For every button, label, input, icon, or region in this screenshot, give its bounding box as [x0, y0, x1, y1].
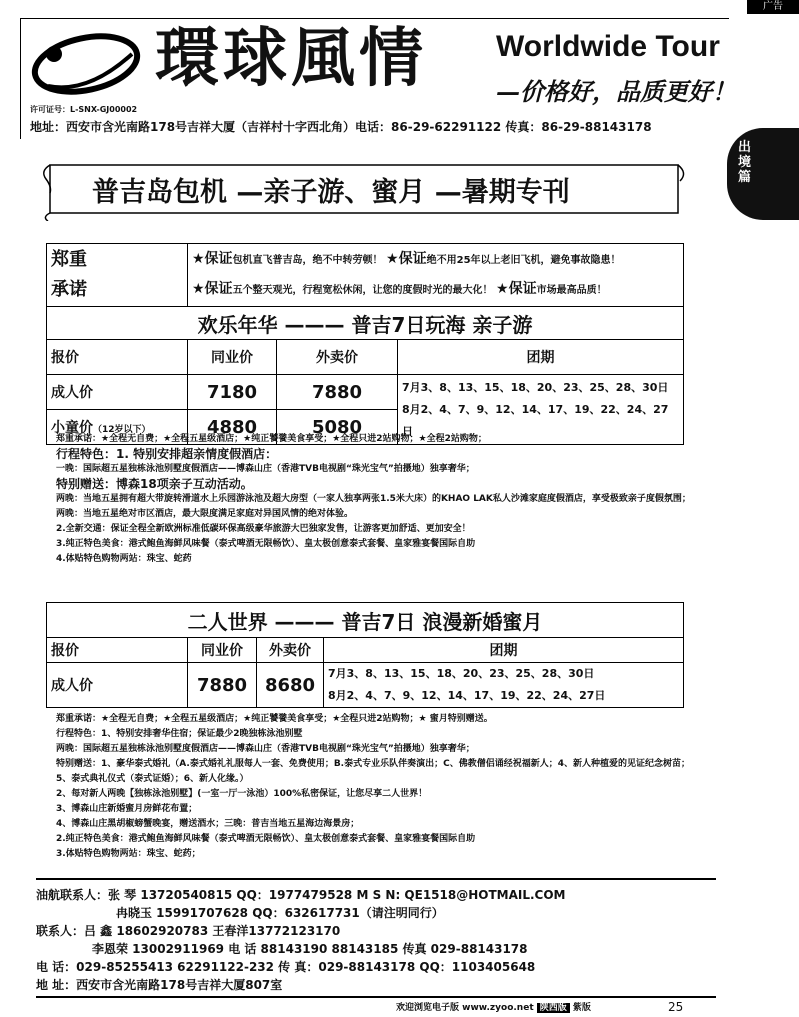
pkg2-dates — [324, 663, 684, 708]
pkg1-note-8: 3.纯正特色美食：港式鲍鱼海鲜风味餐（泰式啤酒无限畅饮）、皇太极创意泰式套餐、皇家雅宴餐国际自助 — [56, 539, 476, 549]
pkg1-child-label: 小童价 — [51, 420, 93, 436]
pkg1-col-dates: 团期 — [398, 340, 684, 375]
pkg2-note-9: 3.体贴特色购物两站：珠宝、蛇药； — [56, 849, 201, 859]
contact-line-4: 李恩荣 13002911969 电 话 88143190 88143185 传真 029-88143178 — [92, 942, 528, 956]
package-1-title: 欢乐年华 ——— 普吉7日玩海 亲子游 — [47, 307, 684, 340]
contact-line-2: 冉晓玉 15991707628 QQ：632617731（请注明同行） — [116, 906, 444, 920]
pkg1-note-2: 行程特色：1. 特别安排超亲情度假酒店： — [56, 447, 278, 461]
pkg2-note-7: 4、博森山庄黑胡椒螃蟹晚宴，赠送酒水；三晚：普吉当地五星海边海景房； — [56, 819, 360, 829]
pkg1-note-6: 两晚：当地五星绝对市区酒店，最大限度满足家庭对异国风情的绝对体验。 — [56, 509, 354, 519]
pkg1-child-retail: 5080 — [277, 410, 398, 445]
promise-text-2b: 五个整天观光，行程宽松休闲，让您的度假时光的最大化！ — [232, 285, 493, 296]
contact-line-1: 油航联系人：张 琴 13720540815 QQ：1977479528 M S N: QE1518@HOTMAIL.COM — [36, 888, 566, 902]
header-address: 地址：西安市含光南路178号吉祥大厦（吉祥村十字西北角）电话：86-29-62291122 传真：86-29-88143178 — [30, 120, 652, 134]
promise-text-2d: 市场最高品质！ — [536, 285, 607, 296]
pkg1-note-3: 一晚：国际超五星独栋泳池别墅度假酒店——博森山庄（香港TVB电视剧“珠光宝气”拍摄地）独享奢华； — [56, 464, 475, 474]
pkg2-note-1: 郑重承诺：★全程无自费；★全程五星级酒店；★纯正饕餮美食享受；★全程只进2站购物；★ 蜜月特别赠送。 — [56, 714, 493, 724]
footer-edition: 紫版 — [572, 1003, 591, 1013]
footer-site: 欢迎浏览电子版 www.zyoo.net — [396, 1003, 534, 1013]
pkg1-col-retail: 外卖价 — [277, 340, 398, 375]
pricing-table — [46, 243, 684, 445]
globe-logo-icon — [28, 24, 148, 100]
pkg1-adult-trade: 7180 — [188, 375, 277, 410]
side-tab-label: 出境篇 — [738, 140, 752, 185]
footer-region: 陕西版 — [537, 1003, 570, 1013]
pkg1-note-5: 两晚：当地五星拥有超大带旋转滑道水上乐园游泳池及超大房型（一家人独享两张1.5米大床）的KHAO LAK私人沙滩家庭度假酒店，享受极致亲子度假氛围； — [56, 494, 691, 504]
promise-mark-2c: ★保证 — [496, 281, 537, 297]
contacts-top-rule — [36, 878, 716, 880]
pkg2-adult-retail: 8680 — [257, 663, 324, 708]
promise-label-2: 承诺 — [51, 279, 87, 300]
pkg2-col-price: 报价 — [47, 638, 188, 663]
contacts-block — [36, 886, 566, 994]
promise-label — [47, 244, 188, 307]
pkg1-note-7: 2.全新交通：保证全程全新欧洲标准低碳环保高级豪华旅游大巴独家发售，让游客更加舒适、更加安全！ — [56, 524, 471, 534]
pkg1-note-1: 郑重承诺：★全程无自费；★全程五星级酒店；★纯正饕餮美食享受；★全程只进2站购物；★全程2站购物； — [56, 434, 487, 444]
pkg2-dates-jul: 7月3、8、13、15、18、20、23、25、28、30日 — [328, 667, 595, 680]
page-title: 普吉岛包机 —亲子游、蜜月 —暑期专刊 — [92, 177, 570, 208]
brand-slogan: —价格好，品质更好！ — [496, 77, 736, 106]
pkg2-note-2: 行程特色：1、特别安排奢华住宿；保证最少2晚独栋泳池别墅 — [56, 729, 303, 739]
promise-mark-2a: ★保证 — [192, 281, 233, 297]
pkg2-note-5: 2、每对新人两晚【独栋泳池别墅】(一室一厅一泳池）100%私密保证，让您尽享二人世界！ — [56, 789, 428, 799]
promise-text — [188, 244, 684, 307]
pkg1-col-price: 报价 — [47, 340, 188, 375]
brand-name: 環球風情 — [155, 21, 427, 96]
pkg2-note-6: 3、博森山庄新婚蜜月房鲜花布置； — [56, 804, 198, 814]
contact-line-5: 电 话：029-85255413 62291122-232 传 真：029-88143178 QQ：1103405648 — [36, 960, 536, 974]
ad-tag: 广告 — [747, 0, 799, 14]
pkg1-adult-label: 成人价 — [47, 375, 188, 410]
page-number: 25 — [668, 1000, 684, 1014]
promise-mark-1c: ★保证 — [386, 251, 427, 267]
pkg2-notes — [56, 712, 696, 862]
pkg2-col-dates: 团期 — [324, 638, 684, 663]
pkg1-dates-jul: 7月3、8、13、15、18、20、23、25、28、30日 — [402, 380, 669, 394]
pkg2-adult-label: 成人价 — [47, 663, 188, 708]
pkg1-dates-aug: 8月2、4、7、9、12、14、17、19、22、24、27日 — [402, 402, 669, 438]
package-2-title: 二人世界 ——— 普吉7日 浪漫新婚蜜月 — [47, 603, 684, 638]
pkg2-adult-trade: 7880 — [188, 663, 257, 708]
pkg1-child-trade: 4880 — [188, 410, 277, 445]
promise-mark-1a: ★保证 — [192, 251, 233, 267]
pkg2-note-3: 两晚：国际超五星独栋泳池别墅度假酒店——博森山庄（香港TVB电视剧“珠光宝气”拍摄地）独享奢华； — [56, 744, 475, 754]
contact-line-6: 地 址：西安市含光南路178号吉祥大厦807室 — [36, 978, 283, 992]
pkg1-note-9: 4.体贴特色购物两站：珠宝、蛇药 — [56, 554, 192, 564]
pkg1-notes — [56, 432, 696, 567]
footer — [396, 1000, 591, 1013]
pkg2-table — [46, 602, 684, 708]
pkg2-col-retail: 外卖价 — [257, 638, 324, 663]
promise-text-1b: 包机直飞普吉岛，绝不中转劳顿！ — [232, 255, 383, 266]
promise-text-1d: 绝不用25年以上老旧飞机，避免事故隐患！ — [426, 255, 621, 266]
promise-label-1: 郑重 — [51, 249, 87, 270]
pkg1-note-4: 特别赠送：博森18项亲子互动活动。 — [56, 477, 253, 491]
pkg2-col-trade: 同业价 — [188, 638, 257, 663]
contact-line-3: 联系人：吕 鑫 18602920783 王春洋13772123170 — [36, 924, 341, 938]
pkg2-dates-aug: 8月2、4、7、9、12、14、17、19、22、24、27日 — [328, 689, 606, 702]
license-number: 许可证号：L-SNX-GJ00002 — [30, 105, 138, 114]
brand-tagline: Worldwide Tour — [496, 30, 720, 63]
pkg2-note-8: 2.纯正特色美食：港式鲍鱼海鲜风味餐（泰式啤酒无限畅饮）、皇太极创意泰式套餐、皇家雅宴餐国际自助 — [56, 834, 476, 844]
footer-rule — [36, 996, 716, 998]
pkg2-note-4: 特别赠送：1、豪华泰式婚礼（A.泰式婚礼礼服每人一套、免费使用；B.泰式专业乐队伴奏演出；C、佛教僧侣诵经祝福新人；4、新人种植爱的见证纪念树苗；5、泰式典礼仪式（泰式证婚）；6、新人化缘。） — [56, 759, 690, 784]
pkg1-adult-retail: 7880 — [277, 375, 398, 410]
pkg1-child-note: （12岁以下） — [93, 425, 151, 435]
pkg1-col-trade: 同业价 — [188, 340, 277, 375]
